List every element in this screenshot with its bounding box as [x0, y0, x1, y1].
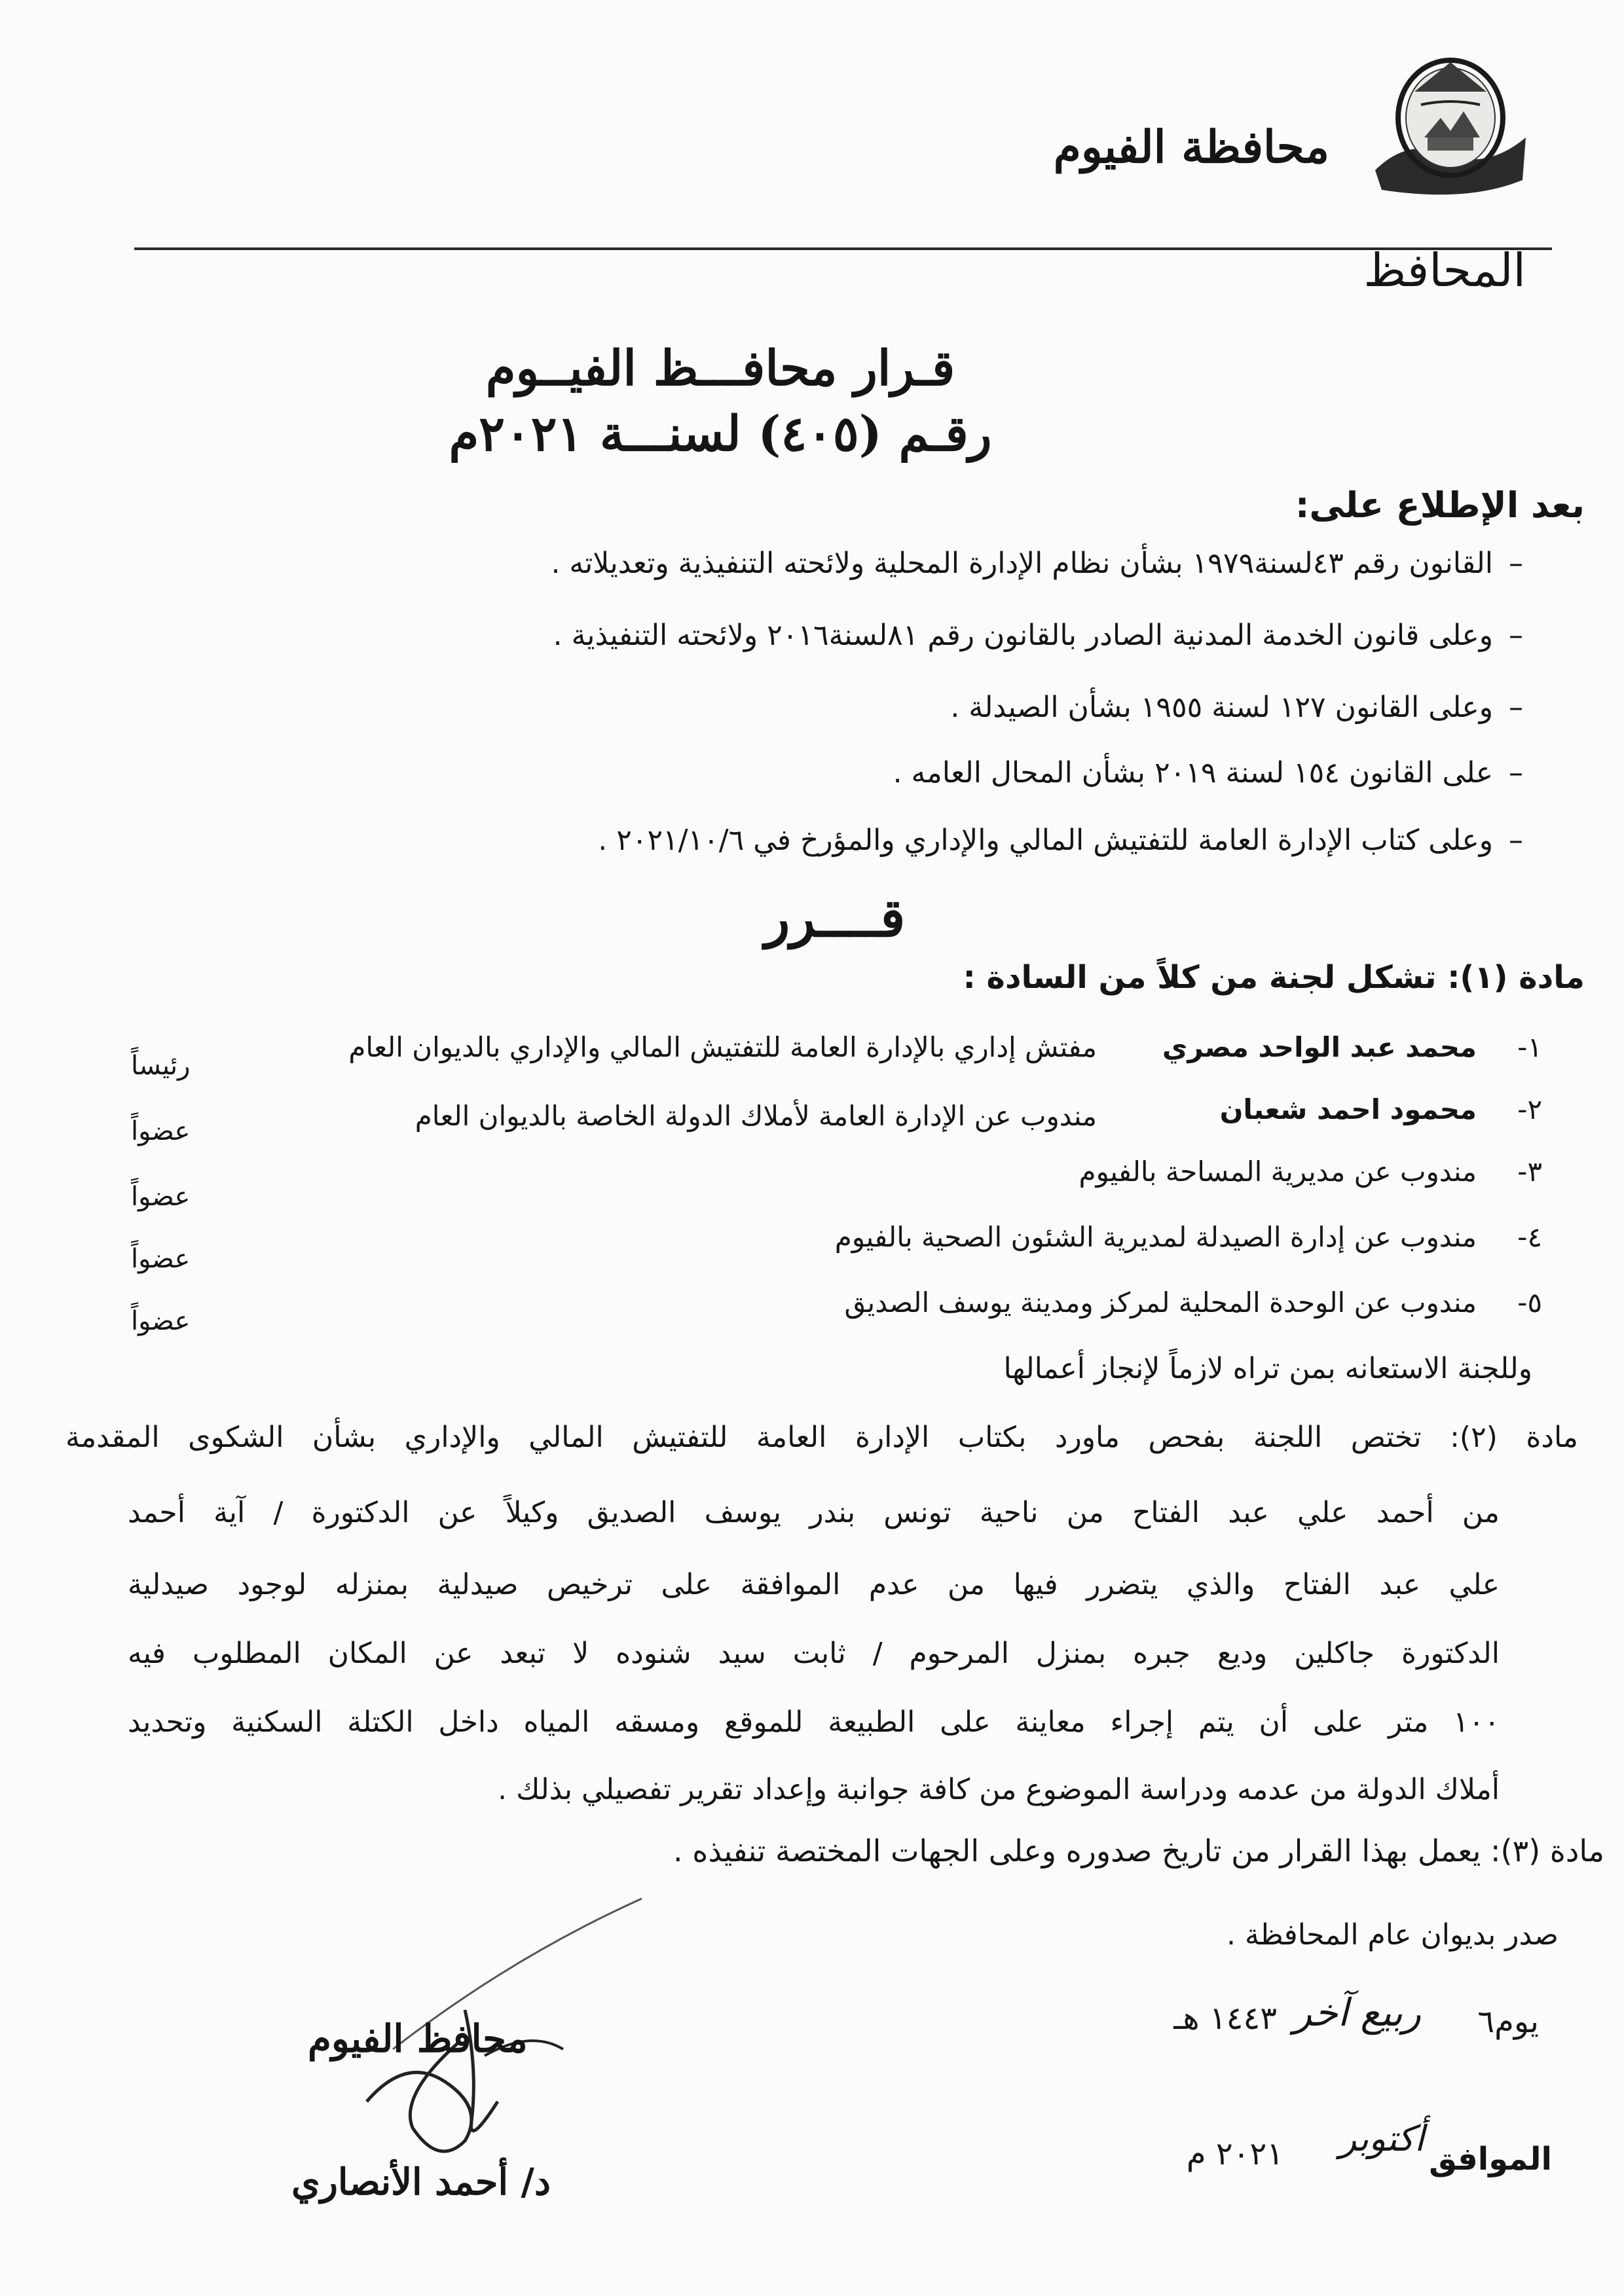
article-2-line: علي عبد الفتاح والذي يتضرر فيها من عدم الموافقة على ترخيص صيدلية بمنزله لوجود صيدلية	[128, 1568, 1500, 1601]
member-capacity: عضواً	[131, 1116, 191, 1146]
preamble-item: –على القانون ١٥٤ لسنة ٢٠١٩ بشأن المحال العامه .	[893, 756, 1523, 790]
member-role: مندوب عن الإدارة العامة لأملاك الدولة الخاصة بالديوان العام	[415, 1100, 1097, 1132]
article-2-line: الدكتورة جاكلين وديع جبره بمنزل المرحوم / ثابت سيد شنوده لا تبعد عن المكان المطلوب فيه	[128, 1637, 1500, 1670]
member-role: مندوب عن مديرية المساحة بالفيوم	[1079, 1156, 1477, 1188]
member-capacity: رئيساً	[131, 1051, 191, 1081]
preamble-item: –وعلى القانون ١٢٧ لسنة ١٩٥٥ بشأن الصيدلة .	[950, 691, 1523, 724]
member-number: ٤-	[1517, 1221, 1542, 1253]
member-role: مفتش إداري بالإدارة العامة للتفتيش المالي والإداري بالديوان العام	[348, 1031, 1097, 1063]
member-capacity: عضواً	[131, 1244, 191, 1274]
article-2-line: ١٠٠ متر على أن يتم إجراء معاينة على الطبيعة للموقع ومسقه المياه داخل الكتلة السكنية وتحديد	[128, 1705, 1500, 1739]
article-2-line: من أحمد علي عبد الفتاح من ناحية تونس بندر يوسف الصديق وكيلاً عن الدكتورة / آية أحمد	[128, 1496, 1500, 1529]
preamble-item-text: وعلى قانون الخدمة المدنية الصادر بالقانون رقم ٨١لسنة٢٠١٦ ولائحته التنفيذية .	[553, 619, 1493, 652]
member-number: ٢-	[1517, 1093, 1542, 1125]
gregorian-year: ٢٠٢١ م	[1186, 2136, 1283, 2172]
governorate-name: محافظة الفيوم	[1053, 121, 1329, 173]
issued-at: صدر بديوان عام المحافظة .	[1227, 1918, 1559, 1952]
preamble-item: –وعلى كتاب الإدارة العامة للتفتيش المالي والإداري والمؤرخ في ٢٠٢١/١٠/٦ .	[598, 824, 1523, 857]
article-2-line: مادة (٢): تختص اللجنة بفحص ماورد بكتاب الإدارة العامة للتفتيش المالي والإداري بشأن الشكوى المقدمة	[65, 1421, 1578, 1454]
member-role: مندوب عن الوحدة المحلية لمركز ومدينة يوسف الصديق	[844, 1286, 1477, 1319]
governorate-seal-logo	[1369, 39, 1532, 203]
signatory-name: د/ أحمد الأنصاري	[291, 2160, 551, 2204]
preamble-item-text: القانون رقم ٤٣لسنة١٩٧٩ بشأن نظام الإدارة المحلية ولائحته التنفيذية وتعديلاته .	[551, 547, 1493, 580]
hijri-year: ١٤٤٣ هـ	[1173, 2000, 1277, 2037]
gregorian-label: الموافق	[1429, 2141, 1552, 2178]
member-number: ٥-	[1517, 1286, 1542, 1319]
header-divider	[134, 247, 1552, 250]
decree-number: رقـم (٤٠٥) لسنـــة ٢٠٢١م	[449, 406, 992, 462]
article-1-heading: مادة (١): تشكل لجنة من كلاً من السادة :	[963, 959, 1585, 996]
preamble-item: –وعلى قانون الخدمة المدنية الصادر بالقانون رقم ٨١لسنة٢٠١٦ ولائحته التنفيذية .	[553, 619, 1523, 652]
hijri-day: يوم٦	[1477, 2003, 1539, 2040]
member-capacity: عضواً	[131, 1182, 191, 1212]
decision-heading: قــــرر	[764, 887, 906, 949]
member-capacity: عضواً	[131, 1306, 191, 1336]
member-number: ١-	[1517, 1031, 1542, 1063]
preamble-item-text: وعلى كتاب الإدارة العامة للتفتيش المالي والإداري والمؤرخ في ٢٠٢١/١٠/٦ .	[598, 824, 1493, 857]
decree-title: قـرار محافـــظ الفيــوم	[485, 340, 955, 397]
preamble-item-text: وعلى القانون ١٢٧ لسنة ١٩٥٥ بشأن الصيدلة .	[950, 691, 1493, 724]
gregorian-month: أكتوبر	[1339, 2118, 1424, 2159]
member-name: محمود احمد شعبان	[1219, 1093, 1477, 1125]
preamble-item: –القانون رقم ٤٣لسنة١٩٧٩ بشأن نظام الإدارة المحلية ولائحته التنفيذية وتعديلاته .	[551, 547, 1523, 580]
hijri-month: ربيع آخر	[1293, 1990, 1421, 2035]
preamble-item-text: على القانون ١٥٤ لسنة ٢٠١٩ بشأن المحال العامه .	[893, 756, 1493, 790]
member-name: محمد عبد الواحد مصري	[1162, 1031, 1477, 1063]
article-1-note: وللجنة الاستعانه بمن تراه لازماً لإنجاز أعمالها	[1003, 1352, 1532, 1385]
member-role: مندوب عن إدارة الصيدلة لمديرية الشئون الصحية بالفيوم	[834, 1221, 1477, 1253]
article-3: مادة (٣): يعمل بهذا القرار من تاريخ صدوره وعلى الجهات المختصة تنفيذه .	[673, 1833, 1604, 1868]
member-number: ٣-	[1517, 1156, 1542, 1188]
preamble-heading: بعد الإطلاع على:	[1295, 484, 1585, 526]
office-label: المحافظ	[1363, 244, 1526, 297]
article-2-line: أملاك الدولة من عدمه ودراسة الموضوع من كافة جوانبة وإعداد تقرير تفصيلي بذلك .	[498, 1773, 1500, 1806]
signatory-title: محافظ الفيوم	[308, 2016, 528, 2061]
